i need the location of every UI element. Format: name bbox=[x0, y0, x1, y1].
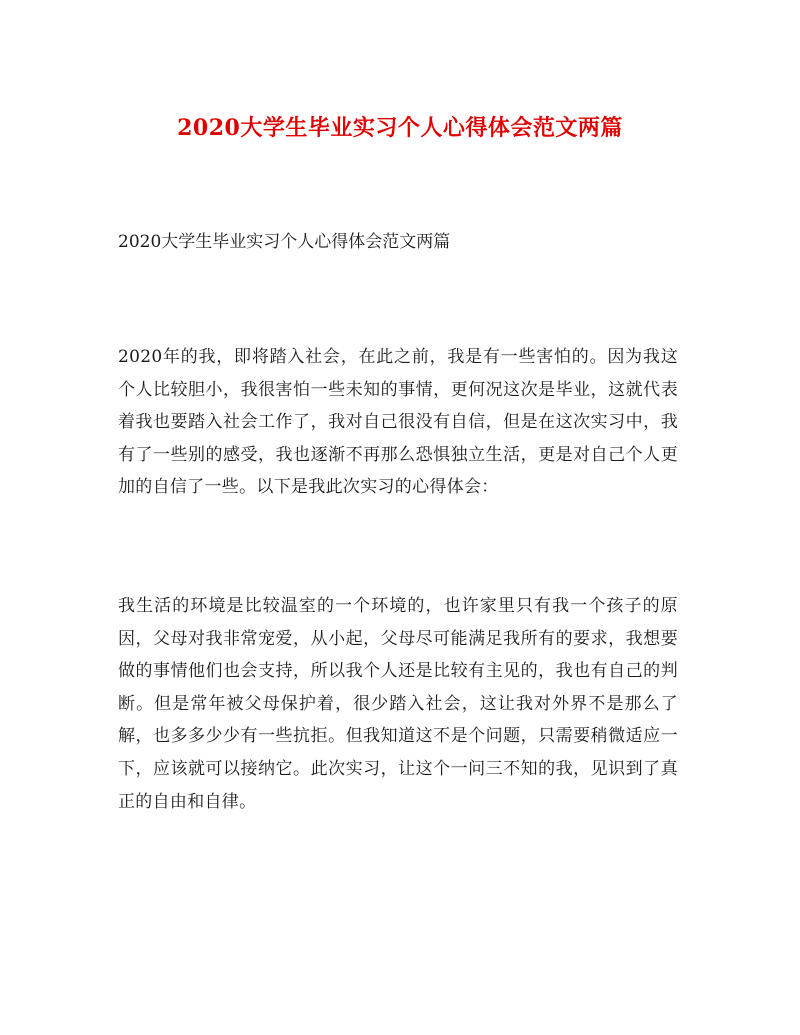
document-title: 2020大学生毕业实习个人心得体会范文两篇 bbox=[177, 115, 623, 141]
paragraph-2: 我生活的环境是比较温室的一个环境的，也许家里只有我一个孩子的原因，父母对我非常宠爱，从小起，父母尽可能满足我所有的要求，我想要做的事情他们也会支持，所以我个人还是比较有主见的，我也有自己的判断。但是常年被父母保护着，很少踏入社会，这让我对外界不是那么了解，也多多少少有一些抗拒。但我知道这不是个问题，只需要稍微适应一下，应该就可以接纳它。此次实习，让这个一问三不知的我，见识到了真正的自由和自律。 bbox=[118, 596, 678, 812]
document-subtitle: 2020大学生毕业实习个人心得体会范文两篇 bbox=[118, 232, 451, 252]
paragraph-1: 2020年的我，即将踏入社会，在此之前，我是有一些害怕的。因为我这个人比较胆小，我很害怕一些未知的事情，更何况这次是毕业，这就代表着我也要踏入社会工作了，我对自己很没有自信，但是在这次实习中，我有了一些别的感受，我也逐渐不再那么恐惧独立生活，更是对自己个人更加的自信了一些。以下是我此次实习的心得体会： bbox=[118, 347, 678, 498]
